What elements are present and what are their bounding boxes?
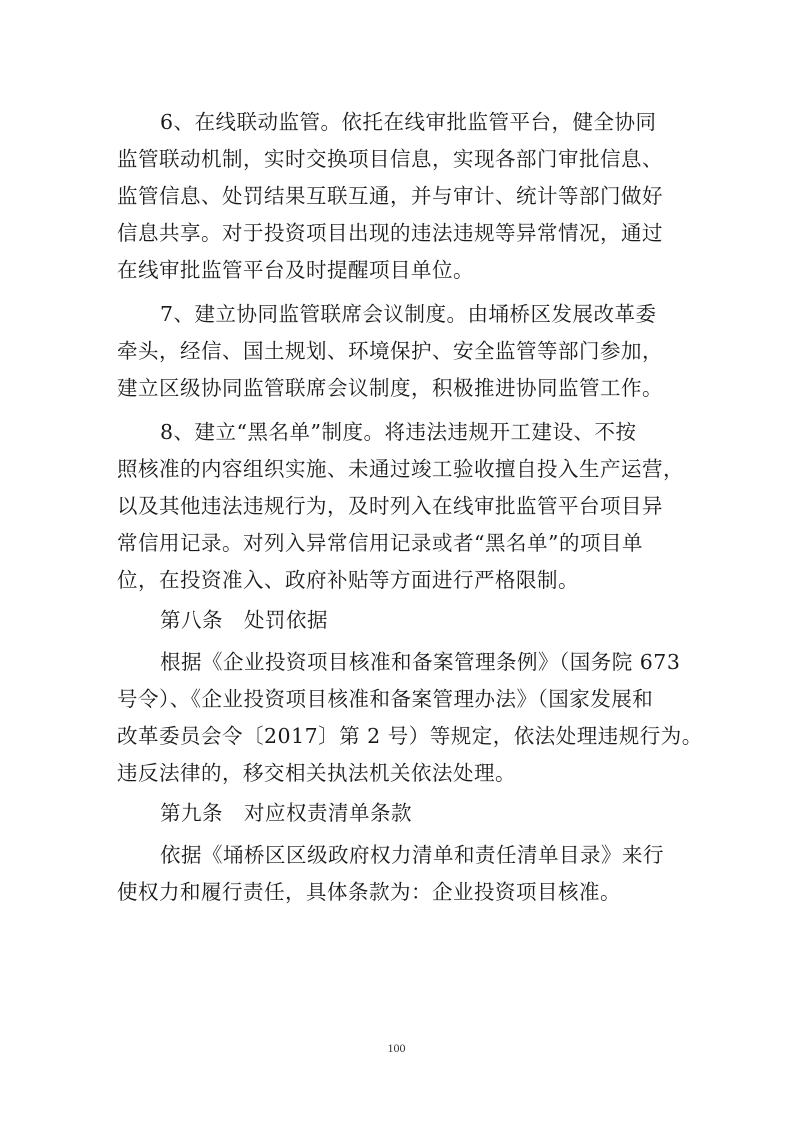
paragraph-6-line-4: 信息共享。对于投资项目出现的违法违规等异常情况，通过 — [117, 221, 663, 245]
article-9-heading: 第九条 对应权责清单条款 — [160, 801, 412, 825]
article-8-heading: 第八条 处罚依据 — [160, 608, 328, 632]
paragraph-6-line-5: 在线审批监管平台及时提醒项目单位。 — [117, 258, 474, 282]
article-8-line-4: 违反法律的，移交相关执法机关依法处理。 — [117, 761, 516, 785]
paragraph-7-line-3: 建立区级协同监管联席会议制度，积极推进协同监管工作。 — [117, 376, 663, 400]
paragraph-6-line-1: 6、在线联动监管。依托在线审批监管平台，健全协同 — [160, 110, 657, 134]
paragraph-8-line-3: 以及其他违法违规行为，及时列入在线审批监管平台项目异 — [117, 494, 663, 518]
article-8-line-2: 号令）、《企业投资项目核准和备案管理办法》（国家发展和 — [117, 687, 654, 711]
paragraph-6-line-2: 监管联动机制，实时交换项目信息，实现各部门审批信息、 — [117, 147, 663, 171]
article-9-line-2: 使权力和履行责任，具体条款为：企业投资项目核准。 — [117, 880, 621, 904]
paragraph-6-line-3: 监管信息、处罚结果互联互通，并与审计、统计等部门做好 — [117, 184, 663, 208]
article-8-line-1: 根据《企业投资项目核准和备案管理条例》（国务院 673 — [160, 650, 681, 674]
paragraph-8-line-2: 照核准的内容组织实施、未通过竣工验收擅自投入生产运营， — [117, 457, 684, 481]
paragraph-8-line-4: 常信用记录。对列入异常信用记录或者“黑名单”的项目单 — [117, 531, 643, 555]
article-9-line-1: 依据《埇桥区区级政府权力清单和责任清单目录》来行 — [160, 843, 664, 867]
article-8-line-3: 改革委员会令〔2017〕第 2 号）等规定，依法处理违规行为。 — [117, 724, 703, 748]
paragraph-8-line-1: 8、建立“黑名单”制度。将违法违规开工建设、不按 — [160, 420, 637, 444]
paragraph-7-line-2: 牵头，经信、国土规划、环境保护、安全监管等部门参加， — [117, 339, 663, 363]
page-number: 100 — [387, 1041, 406, 1055]
paragraph-8-line-5: 位，在投资准入、政府补贴等方面进行严格限制。 — [117, 568, 579, 592]
paragraph-7-line-1: 7、建立协同监管联席会议制度。由埇桥区发展改革委 — [160, 302, 657, 326]
